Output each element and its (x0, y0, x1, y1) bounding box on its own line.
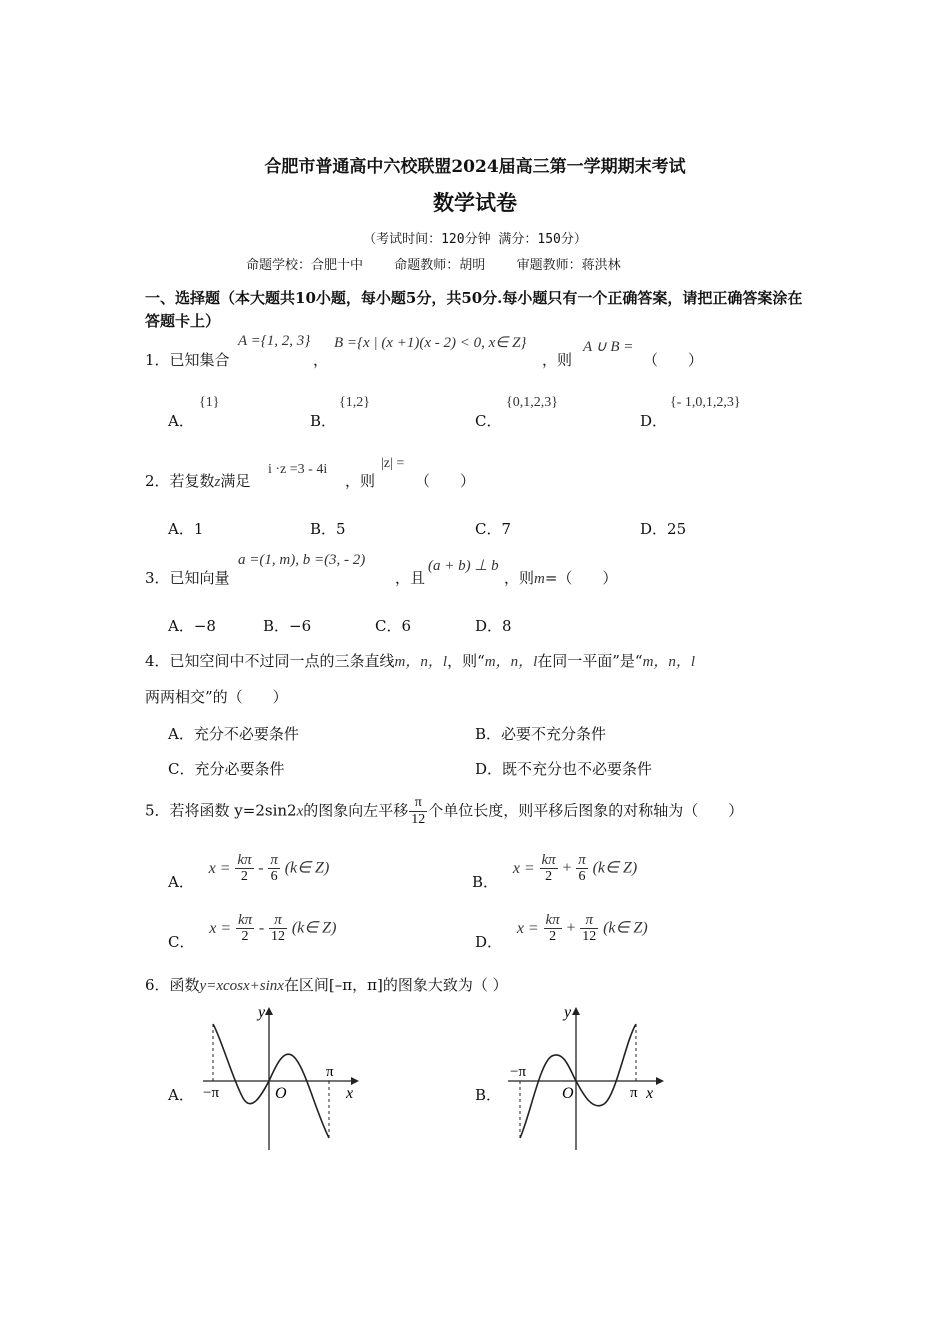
q5-d-rest: (k∈ Z) (603, 919, 648, 937)
authors-line: 命题学校：合肥十中 命题教师：胡明 审题教师：蒋洪林 (246, 258, 621, 273)
q1-comma: ， (313, 351, 329, 369)
q5-option-a-label: A． (168, 872, 194, 891)
q1-option-d-value: {- 1,0,1,2,3} (670, 395, 741, 410)
q1-option-d-label[interactable]: D． (640, 412, 668, 430)
q5-d-frac2 (580, 912, 598, 945)
q2-option-c-label: C． (475, 520, 502, 538)
q5-a-frac2 (268, 852, 280, 885)
q4-text-1: 4．已知空间中不过同一点的三条直线 (145, 652, 395, 670)
q5-d-lhs: x = (516, 919, 539, 937)
q3-option-d-value: 8 (502, 617, 512, 635)
q4-option-a-value: 充分不必要条件 (193, 725, 299, 743)
q5-c-frac1 (236, 912, 254, 945)
q4-option-a-label: A． (168, 725, 194, 743)
q6-graph-a (195, 1000, 365, 1155)
q3-option-d-label: D． (475, 617, 503, 635)
q4-option-d[interactable] (475, 758, 652, 779)
q3-then-text: ，则 (504, 569, 535, 587)
q5-a-rest: (k∈ Z) (284, 859, 330, 877)
q2-option-d[interactable] (640, 518, 686, 539)
q3-and: ，且 (395, 569, 426, 587)
q5-b-gn: π (578, 852, 586, 868)
q4-option-c-label: C． (168, 760, 195, 778)
q5-d-gd: 12 (582, 929, 597, 944)
q4-option-a[interactable] (168, 723, 299, 744)
graph-a-y-label: y (258, 1004, 266, 1021)
q2-equation: i ·z =3 - 4i (268, 462, 328, 477)
q1-option-b-value: {1,2} (339, 395, 370, 410)
q3-then (504, 567, 617, 588)
q5-b-gd: 6 (578, 869, 586, 884)
q4-option-b[interactable] (475, 723, 606, 744)
q1-option-b-label[interactable]: B． (310, 412, 337, 430)
q2-abs: |z| = (381, 456, 405, 471)
q2-option-a[interactable] (168, 518, 203, 539)
q5-option-a[interactable] (168, 852, 330, 891)
question-3-stem: 3．已知向量 (145, 569, 230, 587)
q5-text-1: 5．若将函数 y=2sin2 (145, 801, 297, 820)
q3-option-c[interactable] (375, 615, 411, 636)
q1-option-a-value: {1} (199, 395, 220, 410)
q6-text-2: 在区间[–π，π]的图象大致为（ ） (283, 976, 508, 994)
graph-a-origin: O (275, 1085, 287, 1102)
q6-text-1: 6．函数 (145, 976, 200, 994)
q5-frac-num: π (414, 795, 422, 810)
q5-c-op: - (258, 919, 265, 937)
q6-func: y=xcosx+sinx (199, 978, 284, 994)
q5-text-2: 的图象向左平移 (303, 801, 409, 820)
q5-c-frac2 (269, 912, 287, 945)
graph-b-x-arrow (656, 1077, 664, 1085)
q2-option-d-value: 25 (667, 520, 687, 538)
q5-b-fn: kπ (541, 852, 556, 868)
q6-option-b-label[interactable]: B． (475, 1086, 502, 1104)
q3-option-d[interactable] (475, 615, 512, 636)
paper-title: 数学试卷 (433, 190, 517, 215)
q3-m: m (534, 571, 545, 587)
q5-a-gn: π (270, 852, 278, 868)
graph-b-neg-pi: −π (510, 1064, 527, 1080)
q2-z: z (214, 474, 221, 490)
q2-option-d-label: D． (640, 520, 668, 538)
q3-option-b[interactable] (263, 615, 311, 636)
q3-option-b-label: B． (263, 617, 290, 635)
q5-c-gd: 12 (271, 929, 286, 944)
section-heading: 一、选择题（本大题共10小题，每小题5分，共50分.每小题只有一个正确答案，请把正确答案涂在答题卡上） (145, 289, 803, 330)
question-4-line-1 (145, 650, 695, 671)
question-6-stem (145, 974, 508, 995)
q5-x: x (296, 803, 304, 820)
graph-a-x-label: x (346, 1085, 354, 1102)
q1-paren: （ ） (643, 351, 704, 369)
graph-a-x-arrow (351, 1077, 359, 1085)
q5-a-lhs: x = (208, 859, 231, 877)
q4-mnl-3: m，n，l (642, 654, 696, 670)
graph-b-y-label: y (564, 1004, 572, 1021)
q5-a-op: - (258, 859, 264, 877)
q4-mnl-1: m，n，l (394, 654, 448, 670)
q2-option-a-label: A． (168, 520, 194, 538)
q5-shift-fraction (409, 795, 427, 828)
graph-a-neg-pi: −π (203, 1085, 220, 1101)
q5-d-gn: π (580, 912, 598, 929)
q4-option-b-label: B． (475, 725, 502, 743)
q6-option-a-label[interactable]: A． (168, 1086, 194, 1104)
q4-option-b-value: 必要不充分条件 (501, 725, 607, 743)
graph-a-pi: π (326, 1064, 334, 1080)
q2-num: 2．若复数 (145, 472, 215, 490)
q4-option-c[interactable] (168, 758, 285, 779)
q5-option-c-label: C． (168, 932, 195, 951)
q1-set-b: B ={x | (x +1)(x - 2) < 0, x∈ Z} (334, 335, 527, 351)
q4-text-3: 在同一平面”是“ (537, 652, 643, 670)
q4-option-d-value: 既不充分也不必要条件 (502, 760, 653, 778)
question-1-stem: 1．已知集合 (145, 351, 230, 369)
q5-c-rest: (k∈ Z) (291, 919, 337, 937)
q2-option-b[interactable] (310, 518, 346, 539)
exam-title: 合肥市普通高中六校联盟2024届高三第一学期期末考试 (264, 157, 686, 177)
q5-b-frac2 (576, 852, 588, 885)
q5-frac-den: 12 (411, 812, 426, 827)
q5-c-lhs: x = (209, 919, 232, 937)
q2-paren: （ ） (415, 472, 476, 490)
q2-option-c[interactable] (475, 518, 511, 539)
exam-info: （考试时间：120分钟 满分：150分） (363, 232, 587, 247)
q1-option-c-value: {0,1,2,3} (506, 395, 558, 410)
q2-satisfy: 满足 (220, 472, 251, 490)
q3-option-a-label: A． (168, 617, 194, 635)
question-4-line-2: 两两相交”的（ ） (145, 688, 288, 706)
q3-perp: (a + b) ⊥ b (428, 558, 499, 574)
q2-option-a-value: 1 (193, 520, 204, 538)
q4-option-c-value: 充分必要条件 (194, 760, 285, 778)
q5-b-fd: 2 (545, 869, 553, 884)
q5-d-frac1 (544, 912, 562, 945)
q3-option-c-value: 6 (401, 617, 412, 635)
q3-option-a-value: −8 (193, 617, 216, 635)
q1-option-a-label[interactable]: A． (168, 412, 194, 430)
q5-c-gn: π (269, 912, 287, 929)
q4-text-2: ，则“ (447, 652, 485, 670)
q5-a-fn: kπ (237, 852, 252, 868)
graph-b-x-label: x (646, 1085, 654, 1102)
q3-vectors: a =(1, m), b =(3, - 2) (238, 552, 366, 568)
q5-d-op: + (566, 919, 576, 937)
q5-option-c[interactable] (168, 912, 337, 951)
q5-text-3: 个单位长度，则平移后图象的对称轴为（ ） (428, 801, 744, 820)
q2-option-b-value: 5 (336, 520, 346, 538)
q5-c-fn: kπ (237, 912, 253, 928)
q5-b-rest: (k∈ Z) (592, 859, 638, 877)
graph-b-y-arrow (572, 1007, 580, 1015)
q5-a-fd: 2 (240, 869, 248, 884)
q3-option-c-label: C． (375, 617, 402, 635)
q1-set-a: A ={1, 2, 3} (238, 333, 311, 349)
q1-option-c-label[interactable]: C． (475, 412, 502, 430)
graph-b-origin: O (562, 1085, 574, 1102)
q2-option-b-label: B． (310, 520, 337, 538)
q5-d-fn: kπ (545, 912, 560, 928)
q5-option-b-label: B． (472, 872, 499, 891)
q3-tail: =（ ） (544, 569, 618, 587)
q5-a-frac1 (235, 852, 253, 885)
q5-option-d[interactable] (475, 912, 648, 951)
q5-c-fd: 2 (241, 929, 249, 944)
q5-a-gd: 6 (270, 869, 278, 884)
question-2-stem (145, 470, 250, 491)
q4-option-d-label: D． (475, 760, 503, 778)
q3-option-a[interactable] (168, 615, 216, 636)
q5-b-lhs: x = (512, 859, 535, 877)
q2-option-c-value: 7 (501, 520, 512, 538)
q2-then: ，则 (345, 472, 376, 490)
graph-b-pi: π (630, 1085, 638, 1101)
q3-option-b-value: −6 (289, 617, 312, 635)
q5-option-d-label: D． (475, 932, 503, 951)
q5-d-fd: 2 (549, 929, 557, 944)
q5-b-op: + (562, 859, 572, 877)
q5-option-b[interactable] (472, 852, 638, 891)
q1-union: A ∪ B = (583, 339, 634, 355)
question-5-stem (145, 795, 743, 828)
graph-a-y-arrow (265, 1007, 273, 1015)
q5-b-frac1 (540, 852, 558, 885)
q4-mnl-2: m，n，l (484, 654, 538, 670)
q1-then: ，则 (542, 351, 573, 369)
q6-graph-b (500, 1000, 670, 1155)
